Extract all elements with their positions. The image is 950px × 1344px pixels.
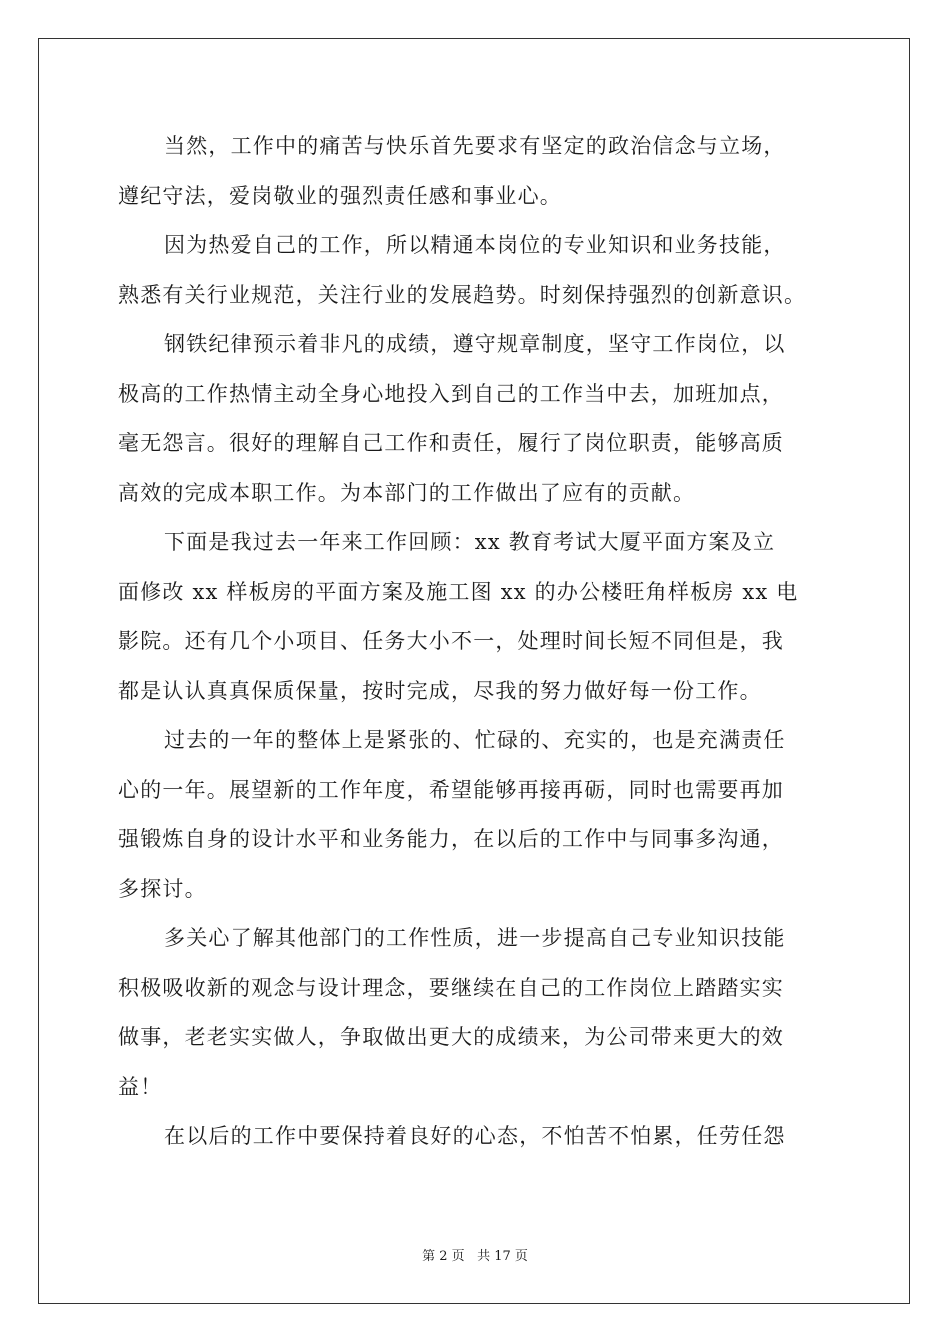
paragraph-7-line-1: 在以后的工作中要保持着良好的心态，不怕苦不怕累，任劳任怨 xyxy=(164,1124,786,1148)
paragraph-4-line-1: 下面是我过去一年来工作回顾：xx 教育考试大厦平面方案及立 xyxy=(164,530,776,554)
paragraph-3-line-1: 钢铁纪律预示着非凡的成绩，遵守规章制度，坚守工作岗位，以 xyxy=(164,332,786,356)
paragraph-6-line-4: 益！ xyxy=(118,1074,163,1099)
paragraph-1-line-2: 遵纪守法，爱岗敬业的强烈责任感和事业心。 xyxy=(118,183,562,208)
paragraph-4-line-2: 面修改 xx 样板房的平面方案及施工图 xx 的办公楼旺角样板房 xx 电 xyxy=(118,579,799,604)
paragraph-3-line-3: 毫无怨言。很好的理解自己工作和责任，履行了岗位职责，能够高质 xyxy=(118,431,784,455)
page-footer xyxy=(0,1248,950,1266)
paragraph-3-line-4: 高效的完成本职工作。为本部门的工作做出了应有的贡献。 xyxy=(118,480,696,505)
paragraph-6-line-3: 做事，老老实实做人，争取做出更大的成绩来，为公司带来更大的效 xyxy=(118,1025,784,1049)
paragraph-5-line-4: 多探讨。 xyxy=(118,876,207,901)
paragraph-6-line-1: 多关心了解其他部门的工作性质，进一步提高自己专业知识技能 xyxy=(164,926,786,950)
paragraph-4-line-3: 影院。还有几个小项目、任务大小不一，处理时间长短不同但是，我 xyxy=(118,629,784,653)
paragraph-5-line-3: 强锻炼自身的设计水平和业务能力，在以后的工作中与同事多沟通， xyxy=(118,827,784,851)
paragraph-5-line-1: 过去的一年的整体上是紧张的、忙碌的、充实的，也是充满责任 xyxy=(164,728,786,752)
page-total: 共 17 页 xyxy=(477,1249,528,1264)
paragraph-2-line-2: 熟悉有关行业规范，关注行业的发展趋势。时刻保持强烈的创新意识。 xyxy=(118,282,807,307)
document-body xyxy=(118,122,833,1162)
paragraph-2-line-1: 因为热爱自己的工作，所以精通本岗位的专业知识和业务技能， xyxy=(164,233,786,257)
paragraph-1-line-1: 当然，工作中的痛苦与快乐首先要求有坚定的政治信念与立场， xyxy=(164,134,786,158)
paragraph-5-line-2: 心的一年。展望新的工作年度，希望能够再接再砺，同时也需要再加 xyxy=(118,777,784,802)
paragraph-6-line-2: 积极吸收新的观念与设计理念，要继续在自己的工作岗位上踏踏实实 xyxy=(118,975,784,1000)
paragraph-4-line-4: 都是认认真真保质保量，按时完成，尽我的努力做好每一份工作。 xyxy=(118,678,762,703)
page-number: 第 2 页 xyxy=(422,1249,465,1264)
paragraph-3-line-2: 极高的工作热情主动全身心地投入到自己的工作当中去，加班加点， xyxy=(118,381,784,406)
